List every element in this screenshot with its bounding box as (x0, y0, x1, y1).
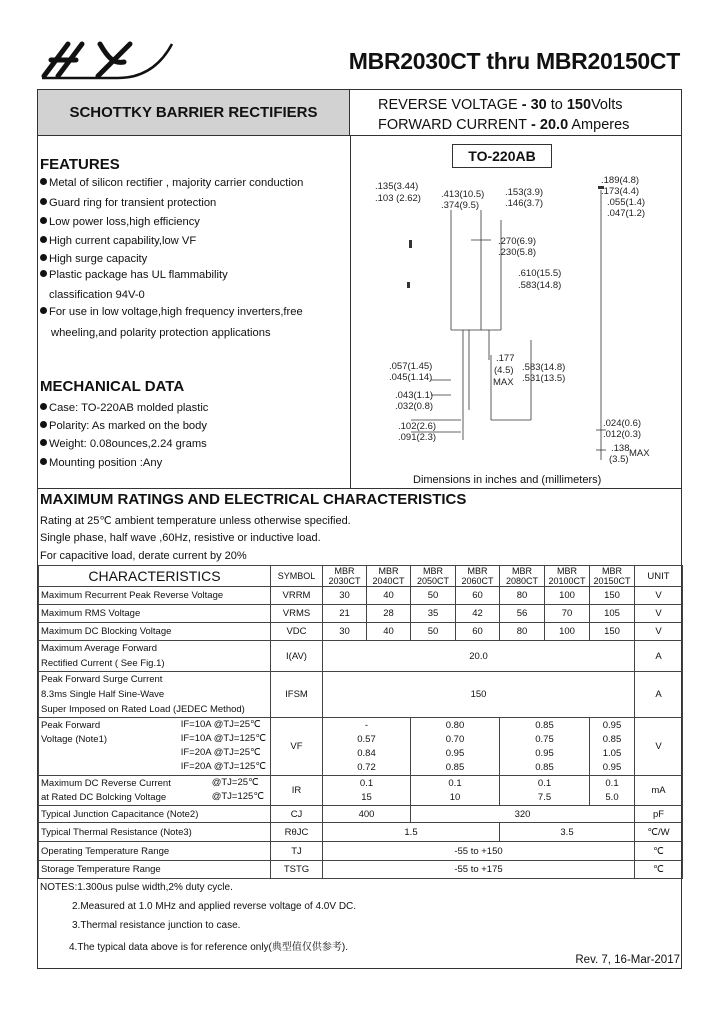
dim-label: .177 (496, 353, 515, 364)
row-label: Peak Forward Surge Current 8.3ms Single Half Sine-Wave Super Imposed on Rated Load (JEDEC Method) (39, 672, 271, 718)
reverse-voltage-unit: Volts (591, 97, 623, 113)
cell: 20.0 (323, 641, 635, 672)
mechanical-item: Weight: 0.08ounces,2.24 grams (40, 438, 207, 450)
row-symbol: IR (271, 776, 323, 806)
note-line: NOTES:1.300us pulse width,2% duty cycle. (40, 882, 233, 893)
table-row (39, 587, 683, 605)
cell: 30 (323, 623, 367, 641)
row-label: Maximum DC Reverse Current at Rated DC Bolcking Voltage @TJ=25℃ @TJ=125℃ (39, 776, 271, 806)
dim-label: (4.5) (494, 365, 514, 376)
note-line: 2.Measured at 1.0 MHz and applied reverse voltage of 4.0V DC. (72, 901, 357, 912)
row-unit: V (635, 623, 683, 641)
cell: 400 (323, 806, 411, 823)
model-header: MBR 20150CT (590, 566, 635, 587)
mechanical-heading: MECHANICAL DATA (40, 378, 185, 395)
cell: 80 (500, 587, 545, 605)
row-symbol: CJ (271, 806, 323, 823)
table-row (39, 806, 683, 823)
row-label: Storage Temperature Range (39, 861, 271, 879)
table-row (39, 672, 683, 718)
symbol-header: SYMBOL (271, 566, 323, 587)
dim-label: .270(6.9) (498, 236, 537, 247)
cell: 50 (411, 587, 456, 605)
dim-label: .230(5.8) (498, 247, 537, 258)
rating-condition: For capacitive load, derate current by 20% (40, 550, 247, 562)
row-unit: V (635, 718, 683, 776)
model-header: MBR 2040CT (367, 566, 411, 587)
cell: 42 (456, 605, 500, 623)
ratings-heading: MAXIMUM RATINGS AND ELECTRICAL CHARACTERISTICS (40, 491, 467, 508)
row-label: Peak Forward Voltage (Note1) IF=10A @TJ=25℃ IF=10A @TJ=125℃ IF=20A @TJ=25℃ IF=20A @TJ=125℃ (39, 718, 271, 776)
cell: 1.5 (323, 823, 500, 842)
model-header: MBR 2030CT (323, 566, 367, 587)
model-header: MBR 2060CT (456, 566, 500, 587)
dimensions-caption: Dimensions in inches and (millimeters) (413, 474, 602, 486)
dim-label: .583(14.8) (522, 362, 566, 373)
feature-item: Metal of silicon rectifier , majority carrier conduction (40, 177, 303, 189)
note-line: 3.Thermal resistance junction to case. (72, 920, 241, 931)
cell: 80 (500, 623, 545, 641)
row-unit: mA (635, 776, 683, 806)
dim-label: .043(1.1) (395, 390, 434, 401)
feature-item: Guard ring for transient protection (40, 197, 216, 209)
unit-header: UNIT (635, 566, 683, 587)
model-header: MBR 2050CT (411, 566, 456, 587)
model-header: MBR 20100CT (545, 566, 590, 587)
dim-label: .091(2.3) (398, 432, 437, 443)
cell: 0.1 15 (323, 776, 411, 806)
cell: 150 (590, 587, 635, 605)
row-label: Maximum Recurrent Peak Reverse Voltage (39, 587, 271, 605)
reverse-voltage-line (378, 97, 623, 113)
row-label: Operating Temperature Range (39, 842, 271, 861)
dim-label: .531(13.5) (522, 373, 566, 384)
product-line-box (38, 90, 350, 136)
cell: 3.5 (500, 823, 635, 842)
row-unit: V (635, 605, 683, 623)
cell: 28 (367, 605, 411, 623)
cell: 0.80 0.70 0.95 0.85 (411, 718, 500, 776)
row-label: Maximum DC Blocking Voltage (39, 623, 271, 641)
row-symbol: VF (271, 718, 323, 776)
cell: 100 (545, 623, 590, 641)
dim-label: .024(0.6) (603, 418, 642, 429)
features-heading: FEATURES (40, 156, 120, 173)
rating-condition: Single phase, half wave ,60Hz, resistive or inductive load. (40, 532, 321, 544)
reverse-voltage-to: to (546, 97, 567, 113)
row-symbol: RθJC (271, 823, 323, 842)
cell: -55 to +175 (323, 861, 635, 879)
row-symbol: TSTG (271, 861, 323, 879)
cell: 150 (590, 623, 635, 641)
dim-label: .153(3.9) (505, 187, 544, 198)
row-unit: ℃ (635, 861, 683, 879)
dim-label: .146(3.7) (505, 198, 544, 209)
feature-item-cont: wheeling,and polarity protection applications (51, 327, 271, 339)
table-row (39, 861, 683, 879)
package-name: TO-220AB (468, 148, 536, 164)
mechanical-item: Polarity: As marked on the body (40, 420, 207, 432)
dim-label: .135(3.44) (375, 181, 419, 192)
row-symbol: VRMS (271, 605, 323, 623)
feature-item: For use in low voltage,high frequency inverters,free (40, 306, 303, 318)
cell: 50 (411, 623, 456, 641)
dim-label: .102(2.6) (398, 421, 437, 432)
product-line: SCHOTTKY BARRIER RECTIFIERS (69, 104, 318, 121)
cell: 0.85 0.75 0.95 0.85 (500, 718, 590, 776)
cell: 150 (323, 672, 635, 718)
dim-label: .012(0.3) (603, 429, 642, 440)
row-unit: A (635, 672, 683, 718)
cell: 100 (545, 587, 590, 605)
dim-label: .610(15.5) (518, 268, 562, 279)
table-row (39, 605, 683, 623)
row-symbol: VRRM (271, 587, 323, 605)
cell: 56 (500, 605, 545, 623)
part-range-title: MBR2030CT thru MBR20150CT (348, 48, 680, 74)
cell: - 0.57 0.84 0.72 (323, 718, 411, 776)
ratings-table (38, 565, 683, 879)
dim-label: (3.5) (609, 454, 629, 465)
row-symbol: VDC (271, 623, 323, 641)
row-unit: V (635, 587, 683, 605)
feature-item: Plastic package has UL flammability (40, 269, 228, 281)
characteristics-header: CHARACTERISTICS (39, 566, 271, 587)
cell: 0.1 7.5 (500, 776, 590, 806)
dim-label: .057(1.45) (389, 361, 433, 372)
forward-current-label: FORWARD CURRENT (378, 117, 528, 133)
row-unit: ℃ (635, 842, 683, 861)
mechanical-item: Mounting position :Any (40, 457, 162, 469)
feature-item: Low power loss,high efficiency (40, 216, 200, 228)
table-row (39, 823, 683, 842)
dim-label: .032(0.8) (395, 401, 434, 412)
company-logo (38, 40, 178, 80)
row-unit: pF (635, 806, 683, 823)
note-line: 4.The typical data above is for reference only(典型值仅供参考). (69, 942, 348, 953)
dim-label: .413(10.5) (441, 189, 485, 200)
dim-label: .583(14.8) (518, 280, 562, 291)
table-row (39, 718, 683, 776)
cell: 70 (545, 605, 590, 623)
feature-item-cont: classification 94V-0 (49, 289, 145, 301)
cell: 21 (323, 605, 367, 623)
table-row (39, 776, 683, 806)
model-header: MBR 2080CT (500, 566, 545, 587)
dim-label: .374(9.5) (441, 200, 480, 211)
reverse-voltage-min: 30 (530, 97, 547, 113)
cell: 60 (456, 587, 500, 605)
table-row (39, 641, 683, 672)
reverse-voltage-max: 150 (566, 97, 592, 113)
cell: 0.95 0.85 1.05 0.95 (590, 718, 635, 776)
revision-label: Rev. 7, 16-Mar-2017 (575, 954, 680, 966)
dim-label: .173(4.4) (601, 186, 640, 197)
row-unit: A (635, 641, 683, 672)
package-name-box (452, 144, 552, 168)
feature-item: High current capability,low VF (40, 235, 196, 247)
row-label: Typical Thermal Resistance (Note3) (39, 823, 271, 842)
cell: -55 to +150 (323, 842, 635, 861)
forward-current-line (378, 117, 629, 133)
dim-label: MAX (493, 377, 514, 388)
cell: 60 (456, 623, 500, 641)
row-label: Maximum Average Forward Rectified Current ( See Fig.1) (39, 641, 271, 672)
forward-current-value: 20.0 (539, 117, 569, 133)
row-symbol: IFSM (271, 672, 323, 718)
row-symbol: TJ (271, 842, 323, 861)
feature-item: High surge capacity (40, 253, 147, 265)
dim-label: .138 (611, 443, 630, 454)
dim-label: MAX (629, 448, 650, 459)
dim-label: .103 (2.62) (375, 193, 421, 204)
cell: 40 (367, 623, 411, 641)
dim-label: .055(1.4) (607, 197, 646, 208)
section-divider (38, 488, 681, 489)
cell: 0.1 5.0 (590, 776, 635, 806)
dim-label: .189(4.8) (601, 175, 640, 186)
reverse-voltage-sep: - (517, 97, 531, 113)
rating-summary (350, 90, 681, 136)
forward-current-unit: Amperes (568, 117, 630, 133)
row-label: Typical Junction Capacitance (Note2) (39, 806, 271, 823)
table-row (39, 623, 683, 641)
reverse-voltage-label: REVERSE VOLTAGE (378, 97, 518, 113)
table-header-row (39, 566, 683, 587)
row-label: Maximum RMS Voltage (39, 605, 271, 623)
row-symbol: I(AV) (271, 641, 323, 672)
cell: 40 (367, 587, 411, 605)
cell: 30 (323, 587, 367, 605)
cell: 320 (411, 806, 635, 823)
rating-condition: Rating at 25℃ ambient temperature unless otherwise specified. (40, 515, 351, 527)
dim-label: .045(1.14) (389, 372, 433, 383)
cell: 105 (590, 605, 635, 623)
table-row (39, 842, 683, 861)
forward-current-sep: - (527, 117, 540, 133)
mechanical-item: Case: TO-220AB molded plastic (40, 402, 208, 414)
row-unit: ℃/W (635, 823, 683, 842)
dim-label: .047(1.2) (607, 208, 646, 219)
cell: 0.1 10 (411, 776, 500, 806)
cell: 35 (411, 605, 456, 623)
